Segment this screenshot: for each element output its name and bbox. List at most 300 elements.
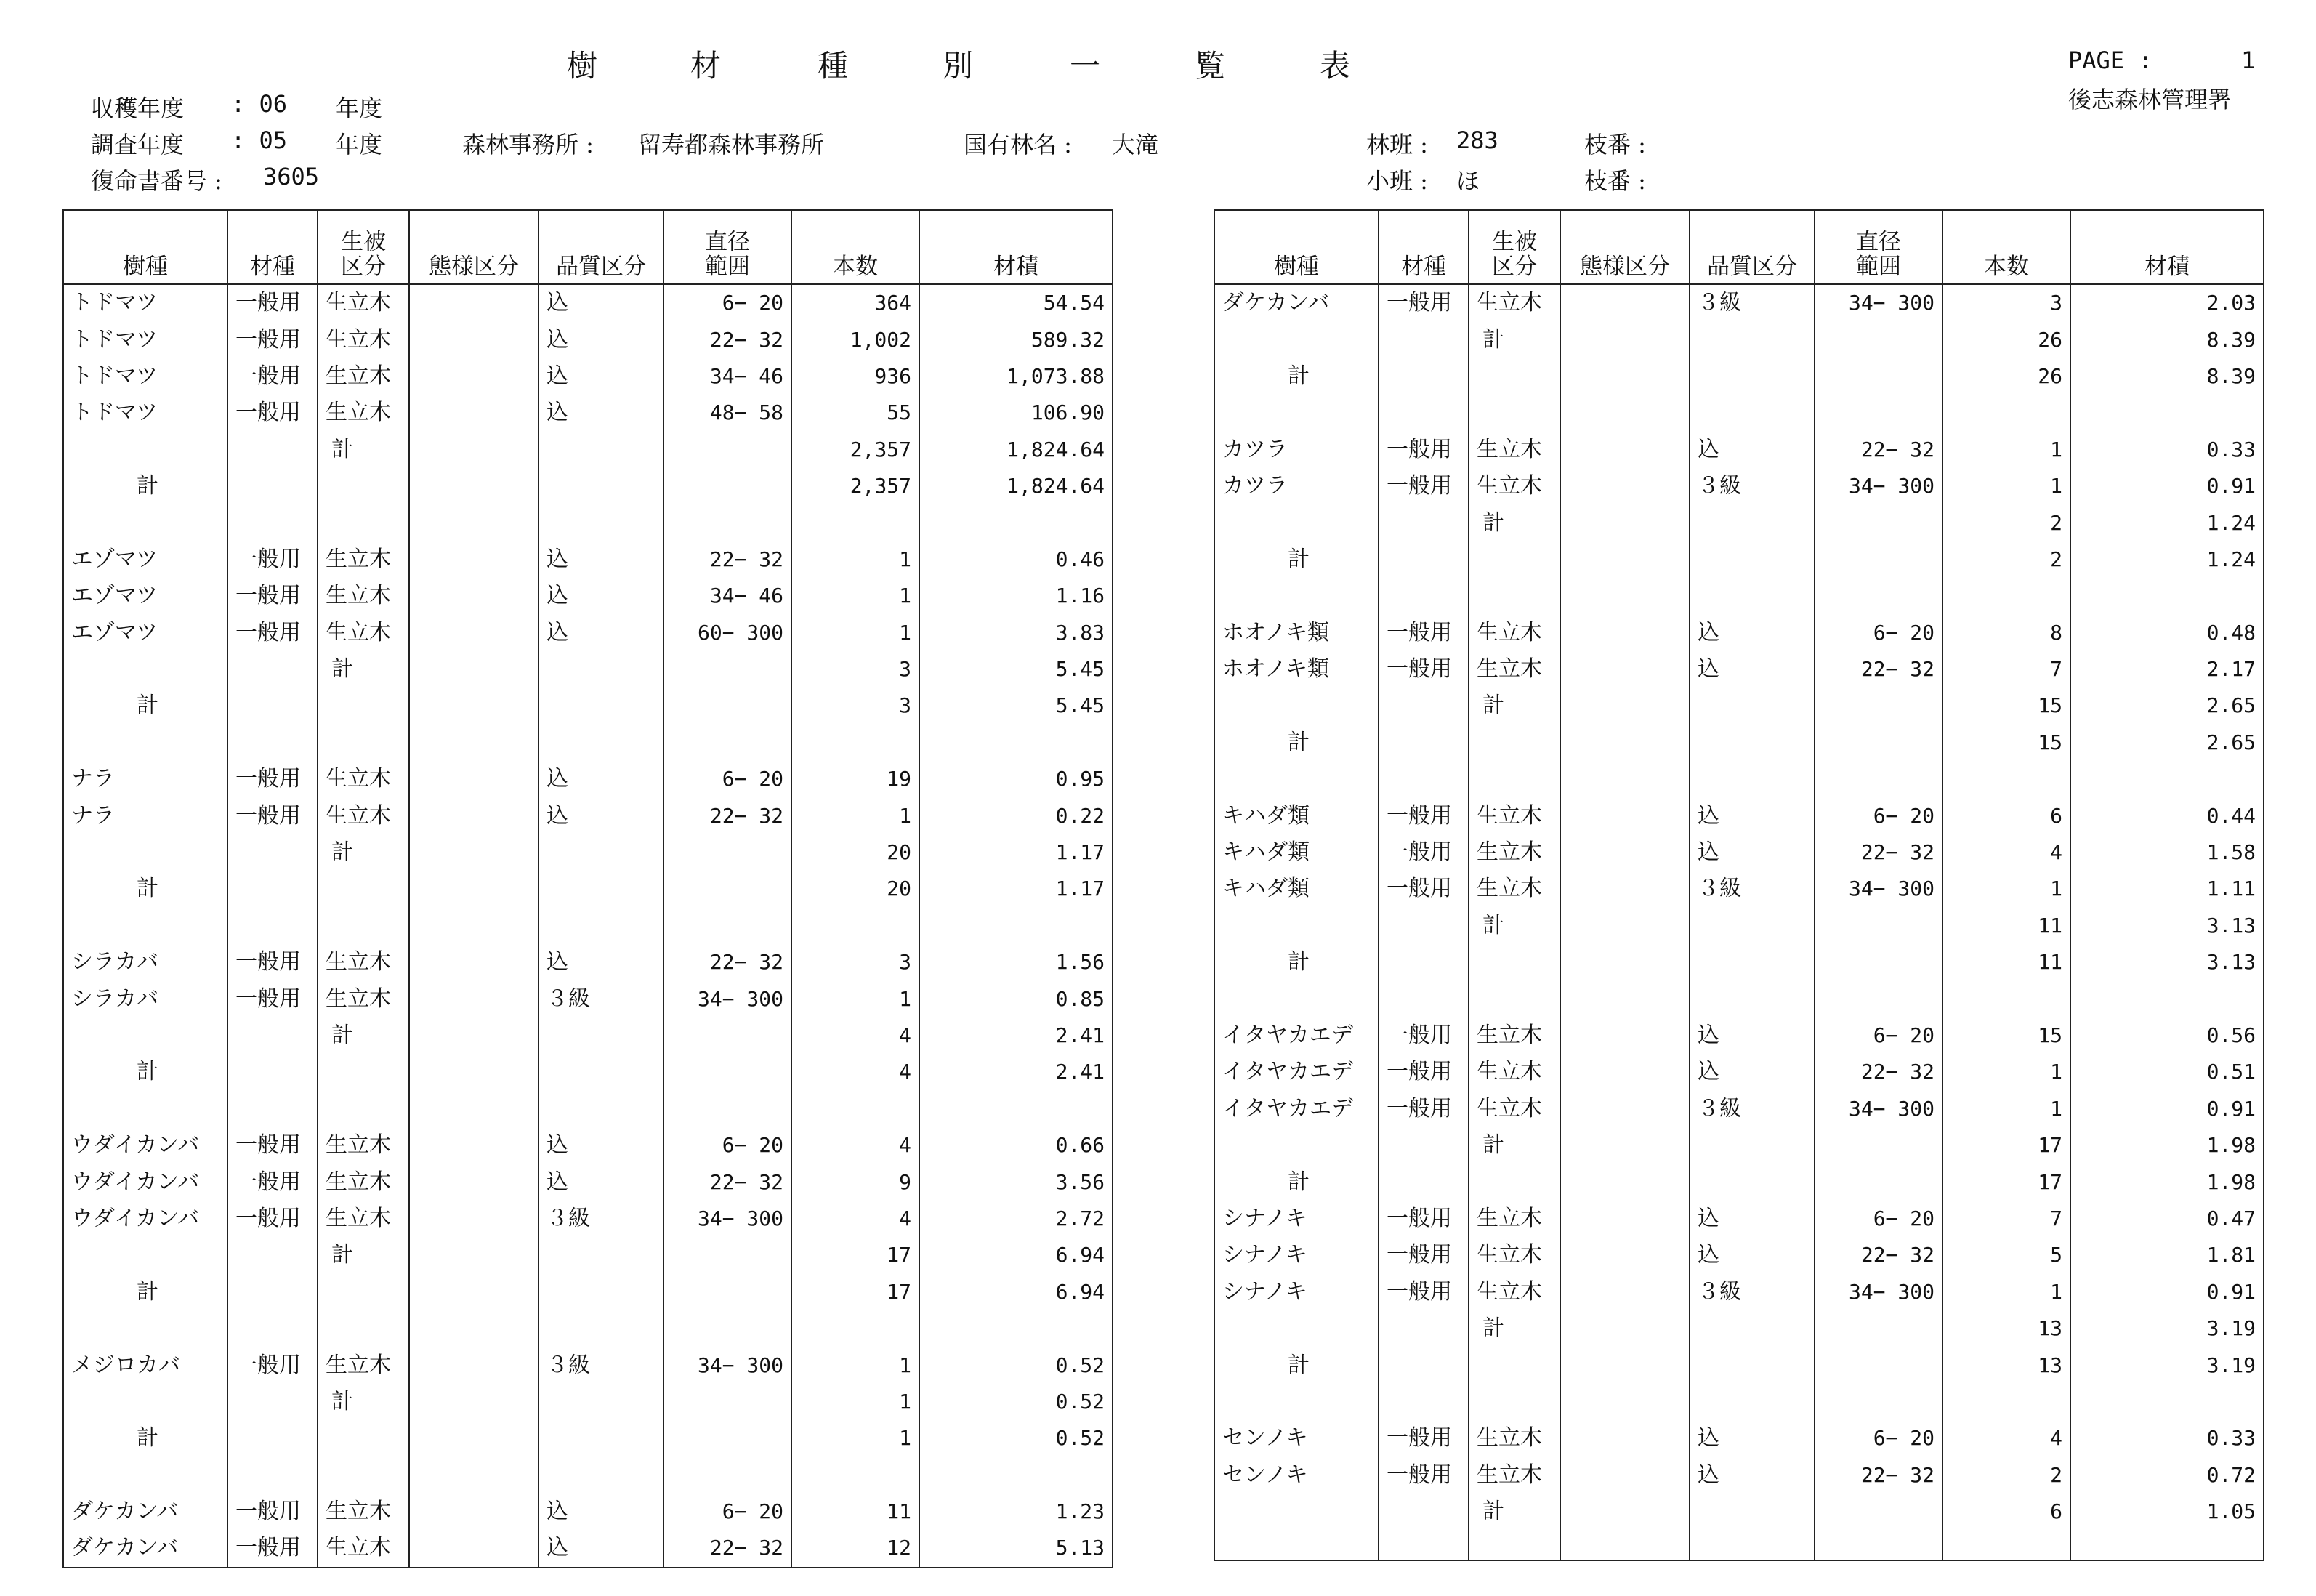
order-number-label: 復命書番号 : [91, 167, 222, 195]
cell-species: ホオノキ類 [1214, 651, 1379, 688]
cell-diameter [1815, 321, 1942, 358]
cell-quality: 込 [538, 358, 663, 395]
cell-count: 26 [1942, 358, 2070, 395]
cell-quality [1690, 1384, 1815, 1420]
cell-status [318, 1054, 409, 1090]
cell-count: 17 [791, 1274, 919, 1310]
forest-office-label: 森林事務所 : [462, 131, 594, 158]
col-volume: 材積 [919, 210, 1113, 284]
table-body-left [63, 284, 1113, 1568]
cell-count: 55 [791, 395, 919, 431]
cell-count: 4 [791, 1201, 919, 1237]
cell-material: 一般用 [227, 797, 318, 834]
cell-material: 一般用 [227, 1127, 318, 1164]
cell-species: カツラ [1214, 432, 1379, 468]
cell-status: 計 [1469, 1494, 1560, 1530]
cell-form [1560, 468, 1690, 504]
cell-status: 生立木 [1469, 1017, 1560, 1054]
table-row [63, 980, 1113, 1017]
cell-status [318, 908, 409, 944]
table-row [63, 284, 1113, 321]
cell-form [409, 761, 538, 797]
table-row [1214, 468, 2264, 504]
cell-volume [919, 908, 1113, 944]
cell-species: トドマツ [63, 284, 227, 321]
cell-diameter: 6− 20 [1815, 1201, 1942, 1237]
cell-status: 生立木 [1469, 1201, 1560, 1237]
col-species: 樹種 [63, 210, 227, 284]
cell-quality [1690, 504, 1815, 541]
cell-form [1560, 834, 1690, 871]
cell-material [227, 688, 318, 724]
cell-count: 1 [1942, 1274, 2070, 1310]
cell-count: 6 [1942, 1494, 2070, 1530]
cell-diameter: 6− 20 [663, 1494, 791, 1530]
total-row [1214, 725, 2264, 761]
cell-quality [1690, 541, 1815, 578]
cell-species: キハダ類 [1214, 834, 1379, 871]
cell-form [1560, 1347, 1690, 1383]
cell-status: 計 [1469, 908, 1560, 944]
cell-quality: ３級 [538, 980, 663, 1017]
cell-volume: 3.83 [919, 615, 1113, 651]
cell-status [318, 1274, 409, 1310]
cell-diameter: 22− 32 [1815, 432, 1942, 468]
cell-species: ウダイカンバ [63, 1127, 227, 1164]
table-row [63, 541, 1113, 578]
cell-form [409, 358, 538, 395]
cell-status: 生立木 [318, 1127, 409, 1164]
cell-volume: 2.65 [2070, 725, 2264, 761]
cell-quality: ３級 [1690, 468, 1815, 504]
cell-diameter [663, 1384, 791, 1420]
cell-count: 5 [1942, 1237, 2070, 1273]
cell-volume [919, 504, 1113, 541]
cell-quality [538, 725, 663, 761]
cell-volume: 1.23 [919, 1494, 1113, 1530]
blank-row [1214, 578, 2264, 614]
cell-species: ナラ [63, 797, 227, 834]
cell-quality: ３級 [1690, 284, 1815, 321]
cell-quality [538, 1384, 663, 1420]
filler-cell [1690, 1530, 1815, 1560]
cell-status [1469, 358, 1560, 395]
cell-species: 計 [1214, 541, 1379, 578]
cell-material: 一般用 [227, 1494, 318, 1530]
cell-form [1560, 688, 1690, 724]
col-count: 本数 [791, 210, 919, 284]
page-label: PAGE : [2068, 47, 2152, 74]
cell-diameter [663, 1237, 791, 1273]
cell-count: 4 [1942, 834, 2070, 871]
cell-count: 6 [1942, 797, 2070, 834]
cell-material [1379, 1494, 1469, 1530]
cell-diameter [1815, 541, 1942, 578]
table-header-row [63, 210, 1113, 284]
forest-office-value: 留寿都森林事務所 [638, 131, 825, 158]
cell-quality: 込 [1690, 1237, 1815, 1273]
cell-form [409, 284, 538, 321]
cell-count [1942, 578, 2070, 614]
cell-material [227, 1420, 318, 1456]
cell-form [1560, 1494, 1690, 1530]
cell-material [1379, 1164, 1469, 1200]
cell-material [227, 834, 318, 871]
subtotal-row [63, 1384, 1113, 1420]
cell-status [1469, 1384, 1560, 1420]
cell-species: シラカバ [63, 980, 227, 1017]
cell-form [1560, 1420, 1690, 1456]
cell-species: シラカバ [63, 944, 227, 980]
cell-count [791, 1457, 919, 1494]
cell-status: 生立木 [1469, 871, 1560, 907]
cell-count: 1 [791, 1420, 919, 1456]
cell-volume [919, 1310, 1113, 1347]
cell-species [1214, 578, 1379, 614]
cell-species: ホオノキ類 [1214, 615, 1379, 651]
subtotal-row [1214, 1127, 2264, 1164]
subtotal-row [63, 1237, 1113, 1273]
table-row [63, 1127, 1113, 1164]
cell-diameter: 34− 300 [1815, 871, 1942, 907]
cell-diameter: 34− 300 [1815, 468, 1942, 504]
cell-quality [538, 1237, 663, 1273]
cell-material [227, 871, 318, 907]
cell-count [791, 1091, 919, 1127]
cell-status: 生立木 [1469, 1091, 1560, 1127]
table-header-row [1214, 210, 2264, 284]
table-row [1214, 1237, 2264, 1273]
cell-form [409, 395, 538, 431]
cell-material: 一般用 [227, 1201, 318, 1237]
cell-diameter [663, 725, 791, 761]
cell-diameter: 6− 20 [663, 284, 791, 321]
cell-status: 生立木 [1469, 1054, 1560, 1090]
cell-quality: 込 [538, 284, 663, 321]
cell-status: 生立木 [1469, 468, 1560, 504]
cell-form [1560, 761, 1690, 797]
blank-row [1214, 395, 2264, 431]
cell-species [1214, 1494, 1379, 1530]
total-row [63, 688, 1113, 724]
cell-quality: ３級 [538, 1201, 663, 1237]
cell-count [1942, 1384, 2070, 1420]
office-name: 後志森林管理署 [2068, 86, 2232, 113]
table-row [63, 761, 1113, 797]
cell-count [791, 504, 919, 541]
cell-quality [1690, 1127, 1815, 1164]
table-row [63, 1530, 1113, 1566]
cell-diameter [663, 1457, 791, 1494]
cell-volume: 1.11 [2070, 871, 2264, 907]
cell-diameter: 48− 58 [663, 395, 791, 431]
cell-volume: 106.90 [919, 395, 1113, 431]
cell-form [409, 1164, 538, 1200]
cell-quality: 込 [538, 761, 663, 797]
cell-form [409, 1420, 538, 1456]
cell-quality [1690, 980, 1815, 1017]
cell-diameter: 34− 300 [663, 1201, 791, 1237]
cell-material: 一般用 [227, 541, 318, 578]
cell-species: 計 [1214, 944, 1379, 980]
cell-diameter [1815, 944, 1942, 980]
cell-material: 一般用 [227, 1164, 318, 1200]
cell-count: 17 [1942, 1127, 2070, 1164]
filler-cell [538, 1567, 663, 1568]
cell-diameter [663, 688, 791, 724]
cell-volume [2070, 578, 2264, 614]
cell-form [409, 908, 538, 944]
cell-count: 3 [791, 651, 919, 688]
cell-species: 計 [63, 1274, 227, 1310]
cell-form [409, 432, 538, 468]
cell-count [1942, 761, 2070, 797]
cell-material [227, 651, 318, 688]
cell-volume: 0.52 [919, 1384, 1113, 1420]
cell-quality [1690, 1494, 1815, 1530]
cell-form [409, 797, 538, 834]
cell-quality [538, 504, 663, 541]
filler-cell [663, 1567, 791, 1568]
subtotal-row [63, 834, 1113, 871]
cell-count: 1 [1942, 871, 2070, 907]
filler-cell [409, 1567, 538, 1568]
cell-diameter [1815, 1127, 1942, 1164]
col-diameter: 直径 範囲 [663, 210, 791, 284]
cell-diameter: 22− 32 [1815, 1457, 1942, 1494]
col-material: 材種 [227, 210, 318, 284]
table-row [1214, 797, 2264, 834]
cell-volume: 1.17 [919, 834, 1113, 871]
cell-status: 生立木 [318, 578, 409, 614]
cell-material: 一般用 [227, 615, 318, 651]
cell-material [1379, 578, 1469, 614]
subtotal-row [1214, 321, 2264, 358]
col-quality: 品質区分 [538, 210, 663, 284]
cell-quality [538, 1457, 663, 1494]
cell-count: 1 [1942, 468, 2070, 504]
cell-quality: 込 [538, 944, 663, 980]
subtotal-row [63, 651, 1113, 688]
cell-quality [1690, 578, 1815, 614]
cell-species: 計 [1214, 725, 1379, 761]
cell-material: 一般用 [227, 395, 318, 431]
subtotal-row [1214, 1494, 2264, 1530]
cell-status [1469, 725, 1560, 761]
cell-quality: 込 [1690, 432, 1815, 468]
cell-count: 1 [791, 797, 919, 834]
cell-status [1469, 761, 1560, 797]
cell-material [227, 1091, 318, 1127]
cell-count: 13 [1942, 1347, 2070, 1383]
table-row [63, 797, 1113, 834]
cell-species: トドマツ [63, 358, 227, 395]
cell-material [227, 468, 318, 504]
cell-material: 一般用 [227, 578, 318, 614]
total-row [63, 468, 1113, 504]
cell-material: 一般用 [1379, 1457, 1469, 1494]
cell-volume [2070, 761, 2264, 797]
cell-diameter [1815, 908, 1942, 944]
cell-status: 生立木 [318, 1201, 409, 1237]
col-status: 生被 区分 [1469, 210, 1560, 284]
cell-volume: 0.46 [919, 541, 1113, 578]
cell-species: 計 [63, 688, 227, 724]
col-volume: 材積 [2070, 210, 2264, 284]
cell-volume: 3.13 [2070, 944, 2264, 980]
cell-species: メジロカバ [63, 1347, 227, 1383]
cell-quality [1690, 358, 1815, 395]
cell-material: 一般用 [1379, 284, 1469, 321]
cell-form [1560, 980, 1690, 1017]
total-row [63, 1420, 1113, 1456]
cell-count: 26 [1942, 321, 2070, 358]
cell-species [63, 725, 227, 761]
cell-status: 計 [1469, 1127, 1560, 1164]
cell-volume: 0.44 [2070, 797, 2264, 834]
subtotal-row [1214, 1310, 2264, 1347]
cell-material [1379, 725, 1469, 761]
cell-quality: 込 [538, 1530, 663, 1566]
cell-volume: 5.13 [919, 1530, 1113, 1566]
cell-diameter [1815, 1384, 1942, 1420]
cell-material: 一般用 [227, 761, 318, 797]
cell-status: 計 [318, 1017, 409, 1054]
cell-species: イタヤカエデ [1214, 1054, 1379, 1090]
cell-diameter [663, 1420, 791, 1456]
blank-row [63, 1091, 1113, 1127]
cell-quality [538, 834, 663, 871]
cell-form [1560, 321, 1690, 358]
filler-row [1214, 1530, 2264, 1560]
cell-count: 2 [1942, 1457, 2070, 1494]
cell-quality [1690, 395, 1815, 431]
blank-row [63, 504, 1113, 541]
cell-species: シナノキ [1214, 1274, 1379, 1310]
cell-material [1379, 541, 1469, 578]
cell-volume: 1.81 [2070, 1237, 2264, 1273]
cell-quality [538, 432, 663, 468]
table-row [63, 1347, 1113, 1383]
table-row [1214, 1420, 2264, 1456]
cell-volume: 0.47 [2070, 1201, 2264, 1237]
cell-material [1379, 321, 1469, 358]
cell-status [318, 871, 409, 907]
cell-volume: 2.65 [2070, 688, 2264, 724]
total-row [63, 871, 1113, 907]
cell-form [409, 980, 538, 1017]
cell-diameter: 22− 32 [663, 1530, 791, 1566]
cell-form [1560, 1384, 1690, 1420]
cell-quality: 込 [538, 321, 663, 358]
cell-species [1214, 908, 1379, 944]
cell-form [1560, 1054, 1690, 1090]
cell-form [1560, 725, 1690, 761]
col-diameter: 直径 範囲 [1815, 210, 1942, 284]
cell-status: 生立木 [318, 1494, 409, 1530]
col-status: 生被 区分 [318, 210, 409, 284]
cell-volume [919, 1457, 1113, 1494]
cell-status: 生立木 [318, 797, 409, 834]
cell-form [409, 578, 538, 614]
cell-count: 2 [1942, 504, 2070, 541]
table-row [1214, 284, 2264, 321]
cell-material: 一般用 [1379, 1274, 1469, 1310]
cell-form [1560, 1017, 1690, 1054]
cell-status [318, 688, 409, 724]
cell-quality [538, 651, 663, 688]
total-row [1214, 1164, 2264, 1200]
cell-diameter [1815, 1494, 1942, 1530]
cell-quality [1690, 1310, 1815, 1347]
cell-count: 1 [791, 1347, 919, 1383]
cell-quality: 込 [538, 395, 663, 431]
harvest-year-value: : 06 [231, 90, 288, 118]
cell-status [318, 468, 409, 504]
cell-species: 計 [63, 1420, 227, 1456]
cell-diameter [663, 871, 791, 907]
cell-material [227, 432, 318, 468]
cell-volume: 0.33 [2070, 432, 2264, 468]
cell-species: 計 [1214, 358, 1379, 395]
cell-status [318, 1420, 409, 1456]
cell-diameter: 34− 46 [663, 578, 791, 614]
cell-species [63, 1384, 227, 1420]
cell-count: 20 [791, 834, 919, 871]
cell-status [318, 1457, 409, 1494]
filler-cell [227, 1567, 318, 1568]
table-row [1214, 1054, 2264, 1090]
cell-material [1379, 1127, 1469, 1164]
cell-count: 4 [791, 1017, 919, 1054]
cell-count: 9 [791, 1164, 919, 1200]
cell-material: 一般用 [1379, 1420, 1469, 1456]
cell-diameter [663, 908, 791, 944]
cell-quality [1690, 944, 1815, 980]
table-row [1214, 651, 2264, 688]
cell-quality: 込 [1690, 1054, 1815, 1090]
cell-diameter: 22− 32 [1815, 651, 1942, 688]
cell-material [227, 1384, 318, 1420]
cell-status [1469, 980, 1560, 1017]
cell-count [791, 725, 919, 761]
cell-count: 7 [1942, 651, 2070, 688]
cell-species: 計 [1214, 1347, 1379, 1383]
cell-status: 生立木 [318, 1164, 409, 1200]
cell-species: ナラ [63, 761, 227, 797]
cell-volume: 0.91 [2070, 1274, 2264, 1310]
cell-species [63, 1017, 227, 1054]
table-row [1214, 1201, 2264, 1237]
cell-species: イタヤカエデ [1214, 1091, 1379, 1127]
cell-material: 一般用 [227, 1347, 318, 1383]
cell-diameter: 34− 300 [663, 980, 791, 1017]
cell-status: 計 [1469, 504, 1560, 541]
cell-material: 一般用 [1379, 615, 1469, 651]
cell-quality: 込 [538, 1164, 663, 1200]
table-row [1214, 1457, 2264, 1494]
cell-count: 936 [791, 358, 919, 395]
cell-form [409, 1494, 538, 1530]
cell-count: 3 [1942, 284, 2070, 321]
cell-species [1214, 1384, 1379, 1420]
table-row [63, 1494, 1113, 1530]
cell-volume [2070, 980, 2264, 1017]
cell-diameter [1815, 578, 1942, 614]
cell-diameter: 6− 20 [663, 1127, 791, 1164]
cell-material [1379, 1384, 1469, 1420]
cell-species: ウダイカンバ [63, 1201, 227, 1237]
